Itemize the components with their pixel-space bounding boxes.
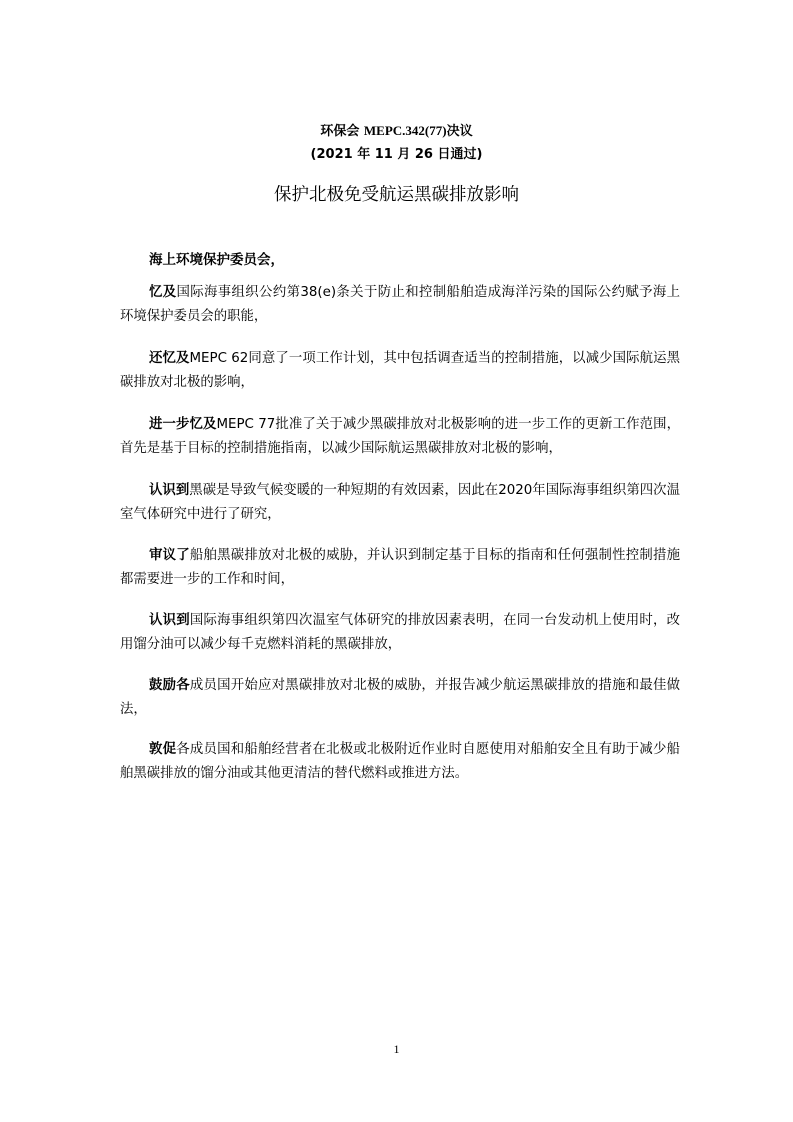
preamble-paragraph	[120, 479, 680, 527]
paragraph-text: 黑碳是导致气候变暖的一种短期的有效因素，因此在2020年国际海事组织第四次温室气体研究中进行了研究，	[120, 483, 681, 522]
preamble-paragraph	[120, 413, 680, 461]
paragraph-text: MEPC 77批准了关于减少黑碳排放对北极影响的进一步工作的更新工作范围，首先是基于目标的控制措施指南，以减少国际航运黑碳排放对北极的影响，	[120, 417, 680, 456]
document-title: 保护北极免受航运黑碳排放影响	[274, 185, 519, 205]
paragraph-text: 各成员国和船舶经营者在北极或北极附近作业时自愿使用对船舶安全且有助于减少船舶黑碳排放的馏分油或其他更清洁的替代燃料或推进方法。	[120, 742, 681, 781]
paragraph-lead: 认识到	[149, 483, 190, 498]
adoption-date: (2021 年 11 月 26 日通过)	[310, 147, 483, 162]
preamble-heading: 海上环境保护委员会，	[149, 252, 284, 268]
resolution-symbol-prefix: 环保会	[320, 124, 364, 139]
preamble-paragraph	[120, 281, 680, 329]
paragraph-lead: 鼓励各	[149, 678, 190, 693]
resolution-symbol-ref: MEPC.342(77)	[363, 123, 447, 138]
paragraph-text: 成员国开始应对黑碳排放对北极的威胁，并报告减少航运黑碳排放的措施和最佳做法，	[120, 678, 681, 717]
page-number: 1	[393, 1042, 400, 1056]
preamble-paragraph	[120, 347, 680, 395]
paragraph-lead: 还忆及	[149, 351, 190, 366]
preamble-paragraph	[120, 674, 680, 722]
paragraph-lead: 敦促	[149, 742, 177, 757]
paragraph-text: 国际海事组织第四次温室气体研究的排放因素表明，在同一台发动机上使用时，改用馏分油可以减少每千克燃料消耗的黑碳排放，	[120, 613, 681, 652]
paragraph-lead: 审议了	[149, 548, 190, 563]
paragraph-lead: 忆及	[149, 285, 177, 300]
paragraph-text: 船舶黑碳排放对北极的威胁，并认识到制定基于目标的指南和任何强制性控制措施都需要进一步的工作和时间，	[120, 548, 681, 587]
preamble-paragraph	[120, 738, 680, 786]
paragraph-lead: 进一步忆及	[149, 417, 217, 432]
resolution-symbol-suffix: 决议	[446, 124, 473, 139]
paragraph-text: MEPC 62同意了一项工作计划，其中包括调查适当的控制措施，以减少国际航运黑碳排放对北极的影响，	[120, 351, 681, 390]
preamble-paragraph	[120, 544, 680, 592]
preamble-paragraph	[120, 609, 680, 657]
paragraph-lead: 认识到	[149, 613, 190, 628]
paragraph-text: 国际海事组织公约第38(e)条关于防止和控制船舶造成海洋污染的国际公约赋予海上环境保护委员会的职能，	[120, 285, 680, 324]
resolution-symbol	[0, 120, 793, 139]
